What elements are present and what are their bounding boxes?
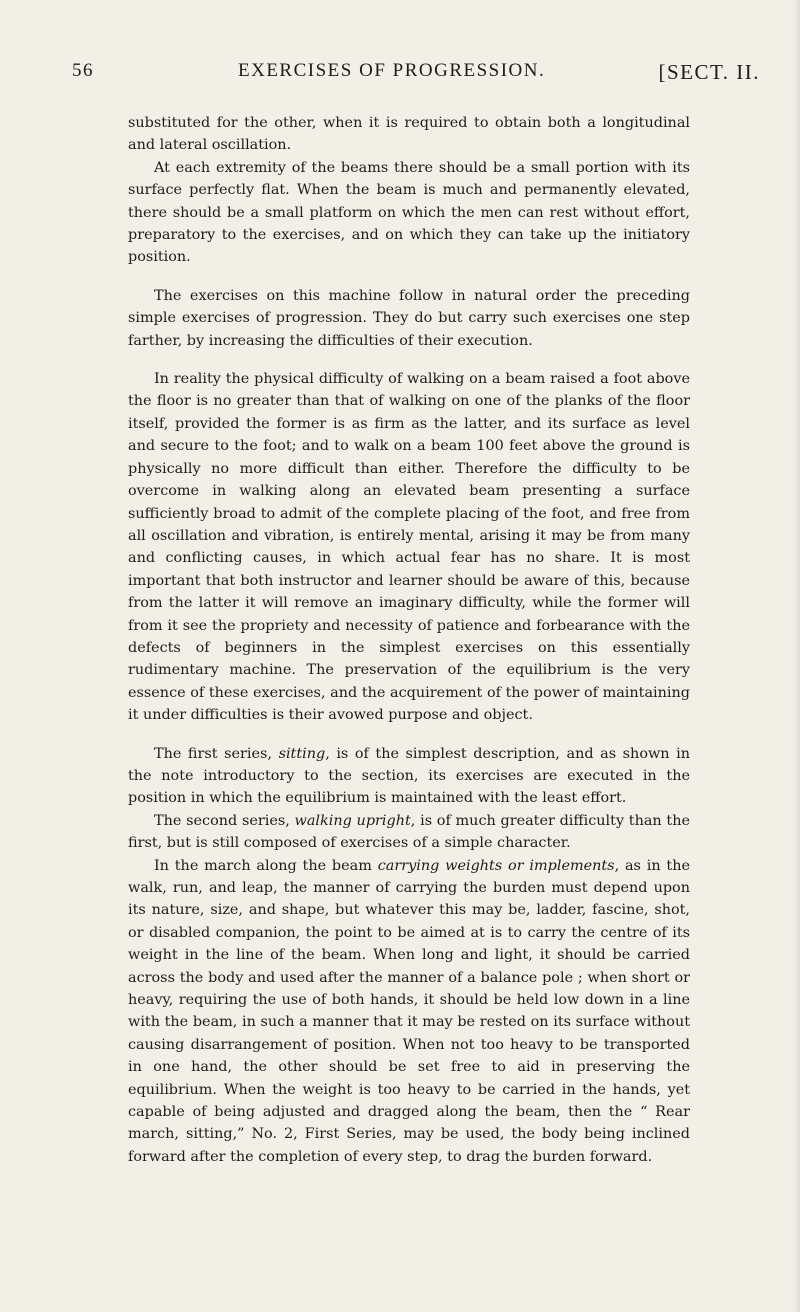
- text-fragment: , as in the walk, run, and leap, the manner of carrying the burden must depend upon its nature, size, and shape, but whatever this may be, ladder, fascine, shot, or disabled companion, the point to be aimed at is to carry the centre of its weight in the line of the beam. When long and light, it should be carried across the body and used after the manner of a balance pole ; when short or heavy, requiring the use of both hands, it should be held low down in a line with the beam, in such a manner that it may be rested on its surface without causing disarrangement of position. When not too heavy to be transported in one hand, the other should be set free to aid in preserving the equilibrium. When the weight is too heavy to be carried in the hands, yet capable of being adjusted and dragged along the beam, then the “ Rear march, sitting,” No. 2, First Series, may be used, the body being inclined forward after the completion of every step, to drag the burden forward.: [128, 857, 691, 1165]
- paragraph-extremity: At each extremity of the beams there should be a small portion with its surface perfectly flat. When the beam is much and permanently elevated, there should be a small platform on which the men can rest without effort, preparatory to the exercises, and on which they can take up the initiatory position.: [128, 159, 690, 266]
- paragraph-carrying-weights: [128, 855, 690, 1169]
- text-fragment: , is of the simplest description, and as shown in the note introductory to the section, its exercises are executed in the position in which the equilibrium is maintained with the least effort.: [128, 745, 690, 807]
- paragraph-first-series: [128, 743, 690, 810]
- page-edge-shadow: [794, 0, 800, 1312]
- paragraph-continuation: substituted for the other, when it is required to obtain both a longitudinal and lateral oscillation.: [128, 115, 690, 154]
- running-title: EXERCISES OF PROGRESSION.: [238, 60, 546, 81]
- text-fragment: In the march along the beam: [154, 857, 378, 874]
- emphasis-sitting: sitting: [278, 745, 326, 762]
- paragraph-second-series: [128, 810, 690, 855]
- body-text: [128, 112, 690, 1168]
- text-fragment: The first series,: [154, 745, 279, 762]
- emphasis-carrying-weights: carrying weights or implements: [377, 857, 615, 874]
- running-head: [72, 60, 760, 96]
- text-fragment: , is of much greater difficulty than the first, but is still composed of exercises of a simple character.: [128, 812, 690, 852]
- page-number: 56: [72, 60, 94, 81]
- text-fragment: The second series,: [154, 812, 295, 829]
- emphasis-walking-upright: walking upright: [294, 812, 411, 829]
- paragraph-natural-order: The exercises on this machine follow in natural order the preceding simple exercises of progression. They do but carry such exercises one step farther, by increasing the difficulties of their execution.: [128, 287, 690, 349]
- paragraph-physical-difficulty: In reality the physical difficulty of walking on a beam raised a foot above the floor is no greater than that of walking on one of the planks of the floor itself, provided the former is as firm as the latter, and its surface as level and secure to the foot; and to walk on a beam 100 feet above the ground is physically no more difficult than either. Therefore the difficulty to be overcome in walking along an elevated beam presenting a surface sufficiently broad to admit of the complete placing of the foot, and free from all oscillation and vibration, is entirely mental, arising it may be from many and conflicting causes, in which actual fear has no share. It is most important that both instructor and learner should be aware of this, because from the latter it will remove an imaginary difficulty, while the former will from it see the propriety and necessity of patience and forbearance with the defects of beginners in the simplest exercises on this essentially rudimentary machine. The preservation of the equilibrium is the very essence of these exercises, and the acquirement of the power of maintaining it under difficulties is their avowed purpose and object.: [128, 371, 690, 724]
- section-label: [SECT. II.: [658, 60, 760, 84]
